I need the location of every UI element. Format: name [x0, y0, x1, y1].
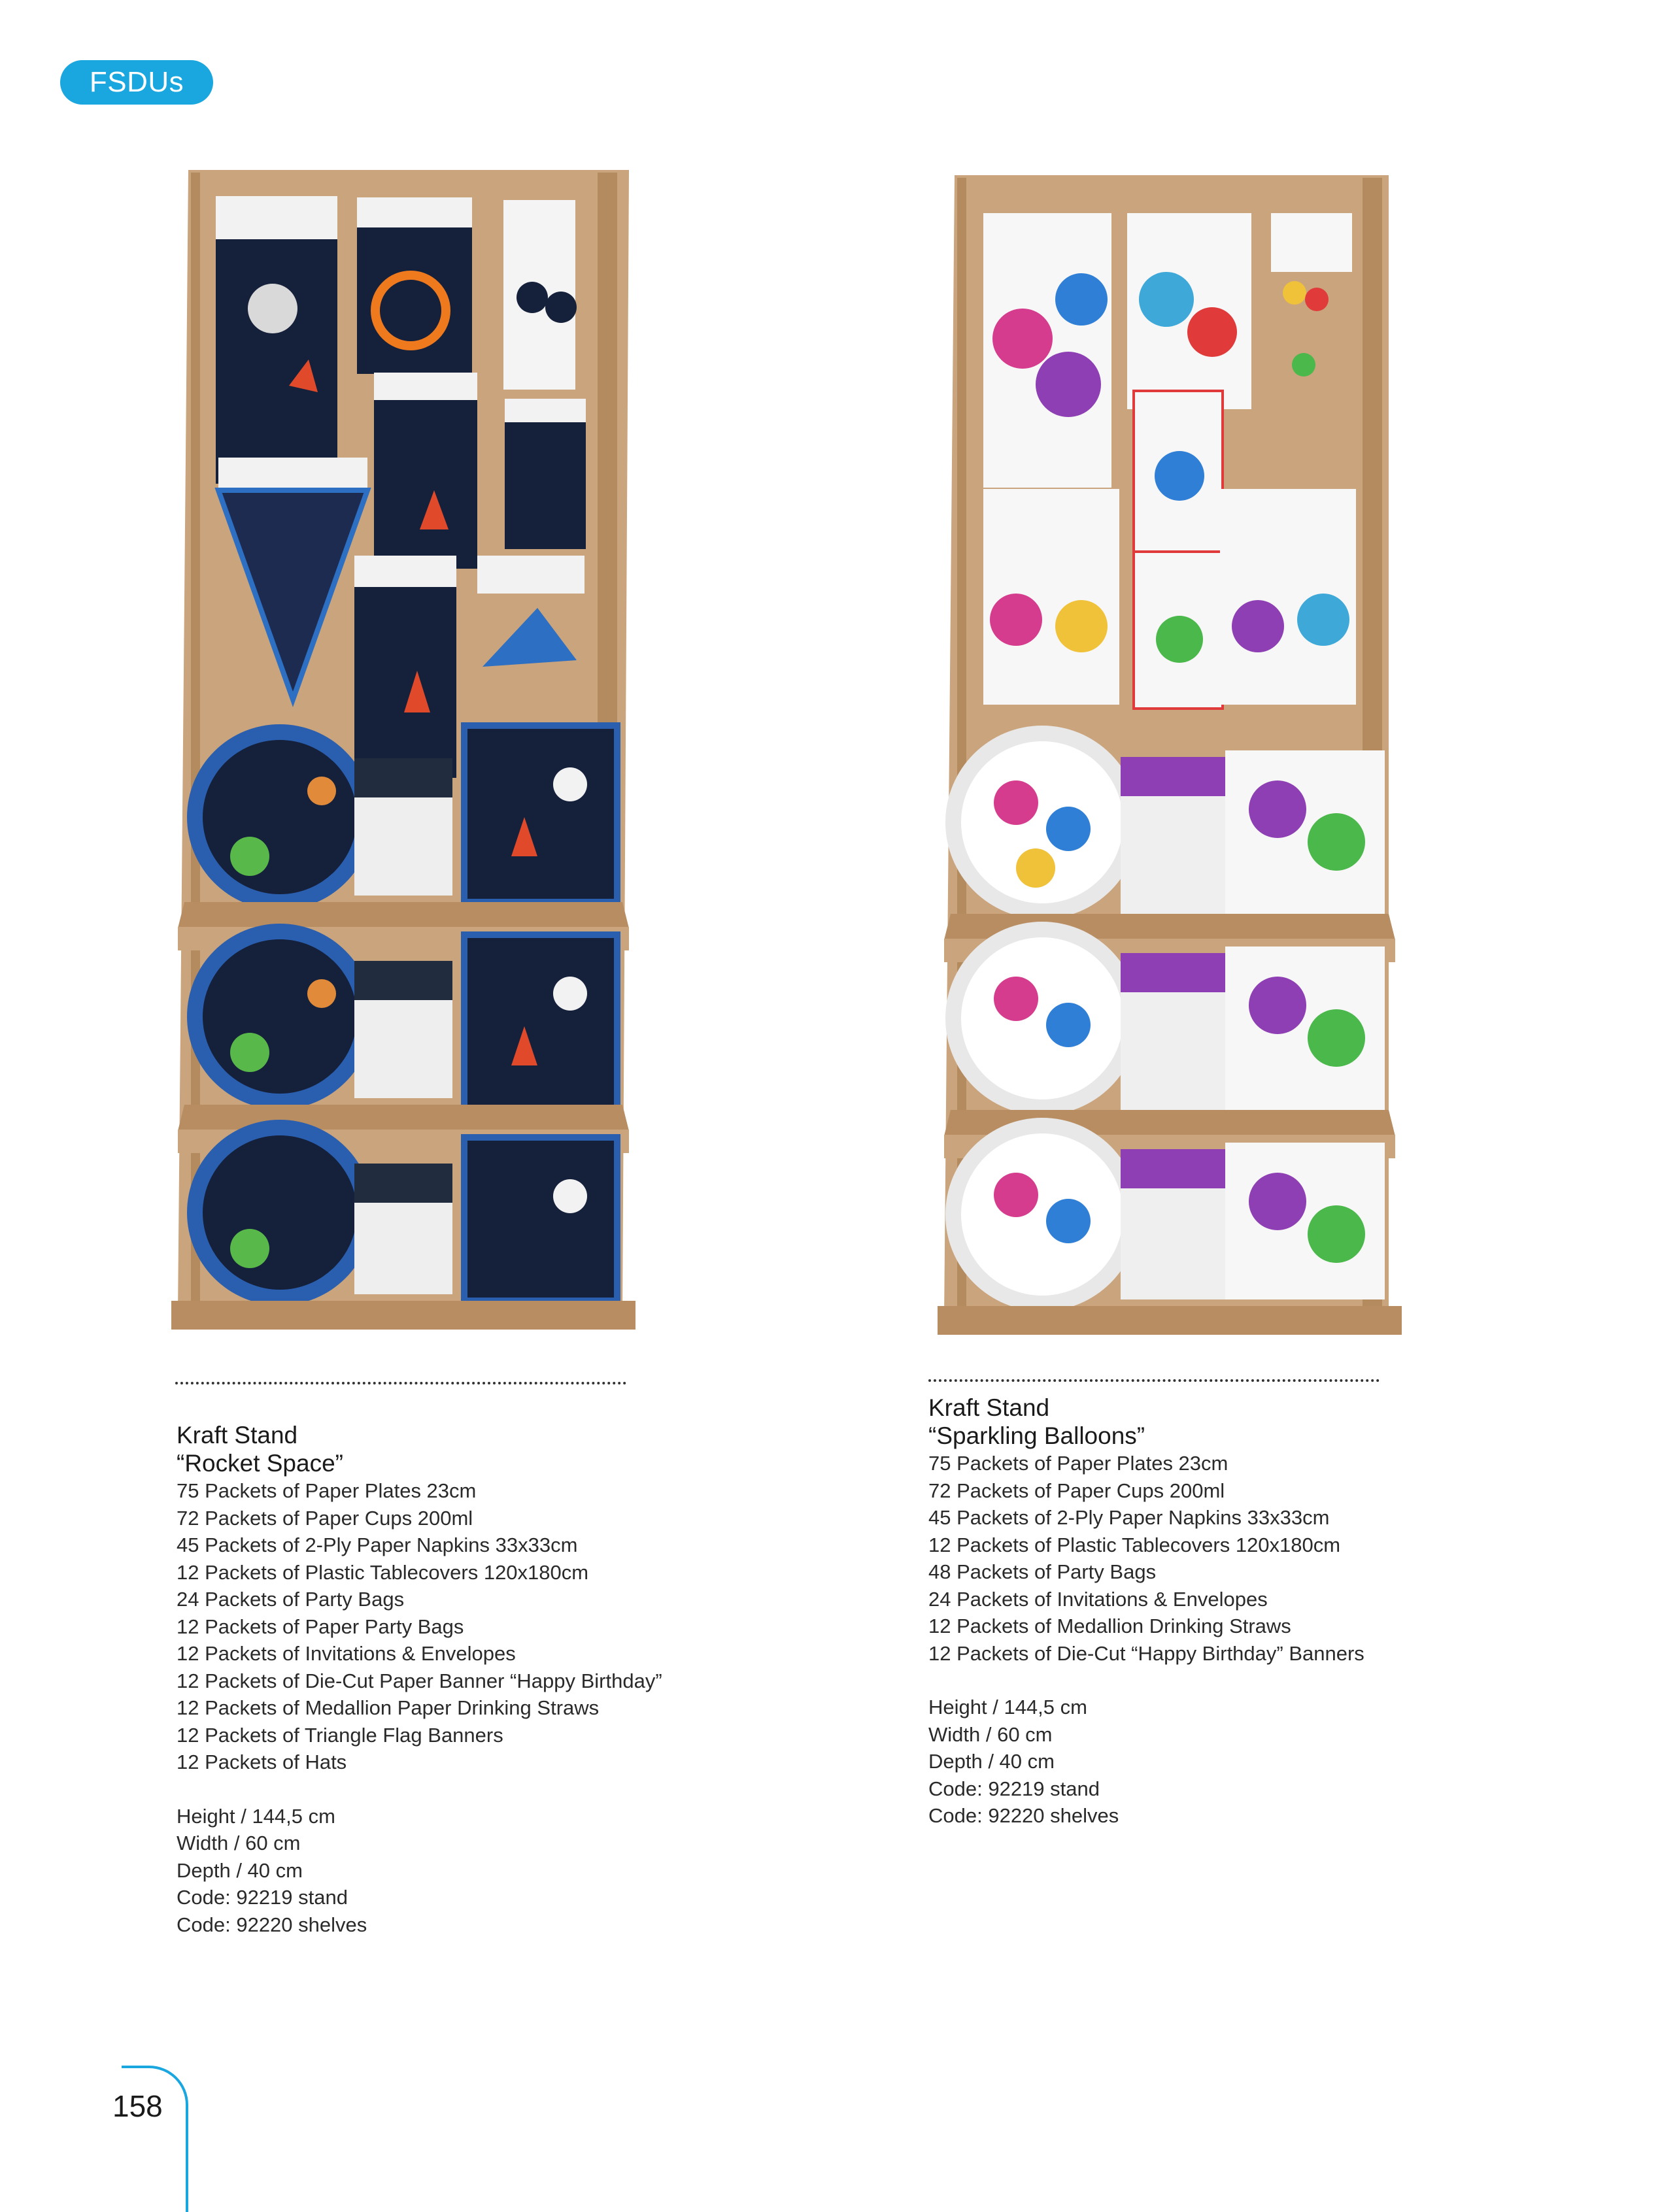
spec-item: 45 Packets of 2-Ply Paper Napkins 33x33cm [177, 1533, 578, 1556]
spec-item: 12 Packets of Die-Cut Paper Banner “Happy Birthday” [177, 1669, 662, 1692]
dimension-item: Code: 92220 shelves [177, 1913, 367, 1936]
spec-item: 12 Packets of Paper Party Bags [177, 1615, 464, 1638]
spec-item: 12 Packets of Triangle Flag Banners [177, 1723, 503, 1747]
product-title-line1: Kraft Stand [177, 1422, 298, 1449]
separator-dots-left [175, 1382, 626, 1384]
spec-item: 24 Packets of Invitations & Envelopes [928, 1587, 1268, 1611]
spec-item: 24 Packets of Party Bags [177, 1588, 405, 1611]
spec-list [177, 1477, 739, 1776]
dimension-item: Height / 144,5 cm [928, 1696, 1087, 1718]
spec-item: 75 Packets of Paper Plates 23cm [928, 1452, 1228, 1475]
spec-item: 12 Packets of Hats [177, 1751, 347, 1773]
spec-item: 45 Packets of 2-Ply Paper Napkins 33x33cm [928, 1506, 1330, 1529]
spec-item: 12 Packets of Plastic Tablecovers 120x180cm [177, 1560, 589, 1584]
spec-item: 12 Packets of Plastic Tablecovers 120x180cm [928, 1533, 1341, 1556]
spec-item: 72 Packets of Paper Cups 200ml [177, 1506, 473, 1530]
spec-list [928, 1450, 1491, 1667]
dimension-list [177, 1803, 739, 1939]
spec-item: 12 Packets of Die-Cut “Happy Birthday” Banners [928, 1641, 1364, 1665]
product-title-line2: “Sparkling Balloons” [928, 1422, 1145, 1449]
dimension-item: Depth / 40 cm [177, 1858, 303, 1882]
page-corner-decoration [122, 2066, 188, 2212]
dimension-item: Width / 60 cm [928, 1722, 1053, 1746]
spec-item: 72 Packets of Paper Cups 200ml [928, 1479, 1225, 1502]
product-sparkling-balloons [928, 1394, 1491, 1830]
product-title-line2: “Rocket Space” [177, 1450, 343, 1477]
section-tag: FSDUs [60, 60, 213, 105]
separator-dots-right [928, 1379, 1380, 1382]
rocket-space-stand-image [171, 163, 642, 1333]
dimension-list [928, 1694, 1491, 1830]
page-number: 158 [112, 2089, 163, 2123]
dimension-item: Code: 92219 stand [928, 1777, 1100, 1800]
product-rocket-space [177, 1421, 739, 1938]
spec-item: 48 Packets of Party Bags [928, 1560, 1157, 1583]
spec-item: 12 Packets of Medallion Drinking Straws [928, 1615, 1291, 1637]
spec-item: 75 Packets of Paper Plates 23cm [177, 1479, 477, 1502]
dimension-item: Code: 92220 shelves [928, 1804, 1119, 1827]
dimension-item: Depth / 40 cm [928, 1750, 1055, 1773]
dimension-item: Width / 60 cm [177, 1832, 301, 1854]
sparkling-balloons-stand-image [938, 169, 1408, 1339]
spec-item: 12 Packets of Invitations & Envelopes [177, 1642, 516, 1665]
dimension-item: Code: 92219 stand [177, 1886, 348, 1909]
product-title-line1: Kraft Stand [928, 1394, 1050, 1421]
dimension-item: Height / 144,5 cm [177, 1804, 335, 1828]
spec-item: 12 Packets of Medallion Paper Drinking Straws [177, 1696, 600, 1719]
